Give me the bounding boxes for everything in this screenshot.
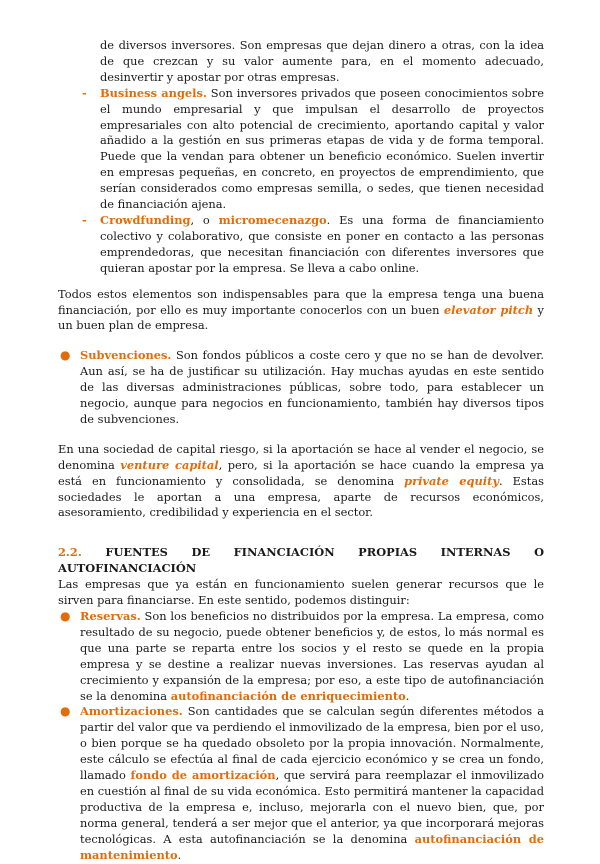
dash-marker: - bbox=[82, 212, 87, 227]
term-business-angels: Business angels. bbox=[100, 85, 207, 100]
crowdfunding-text: . Es una forma de financiamiento colectivo y colaborativo, que consiste en poner en contacto a las personas emprendedoras, que necesitan financiación con diferentes inversores que quieran apostar por la empresa. Se lleva a cabo online. bbox=[100, 212, 544, 275]
document-page bbox=[58, 38, 544, 864]
term-fondo-amortizacion: fondo de amortización bbox=[130, 768, 276, 783]
list-item-crowdfunding bbox=[58, 213, 544, 277]
section-number: 2.2. bbox=[58, 545, 82, 560]
paragraph-venture-capital: En una sociedad de capital riesgo, si la aportación se hace al vender el negocio, se denomina venture capital, pero, si la aportación se hace cuando la empresa ya está en funcionamiento y consolidada, se denomina private equity. Estas sociedades le aportan a una empresa, aparte de recursos económicos, asesoramiento, credibilidad y experiencia en el sector. bbox=[58, 441, 544, 520]
term-private-equity: private equity bbox=[404, 473, 499, 488]
term-reservas: Reservas. bbox=[80, 609, 141, 623]
paragraph-capital-riesgo-cont: de diversos inversores. Son empresas que dejan dinero a otras, con la idea de que crezcan y su valor aumente para, en el momento adecuado, desinvertir y apostar por otras empresas. bbox=[100, 38, 544, 84]
bullet-marker: ● bbox=[60, 348, 71, 363]
list-item-reservas: ● Reservas. Son los beneficios no distribuidos por la empresa. La empresa, como resultado de su negocio, puede obtener beneficios y, de estos, lo más normal es que una parte se reparta entre los socios y el resto se quede en la propia empresa y se destine a realizar nuevas inversiones. Las reservas ayudan al crecimiento y expansión de la empresa; por eso, a este tipo de autofinanciación se la denomina autofinanciación de enriquecimiento. bbox=[60, 609, 544, 703]
business-angels-text: Son inversores privados que poseen conocimientos sobre el mundo empresarial y que impulsan el desarrollo de proyectos empresariales con alto potencial de crecimiento, aportando capital y valor añadido a la gestión en sus primeras etapas de vida y de forma temporal. Puede que la vendan para obtener un beneficio económico. Suelen invertir en empresas pequeñas, en concreto, en proyectos de emprendimiento, que serían considerados como empresas semilla, o sedes, que tienen necesidad de financiación ajena. bbox=[100, 85, 544, 212]
section-title-line2: AUTOFINANCIACIÓN bbox=[58, 561, 197, 576]
subvenciones-text: Son fondos públicos a coste cero y que no se han de devolver. Aun así, se ha de justificar su utilización. Hay muchas ayudas en este sentido de las diversas administraciones públicas, sobre todo, para establecer un negocio, aunque para negocios en funcionamiento, también hay diversos tipos de subvenciones. bbox=[80, 348, 544, 426]
dash-marker: - bbox=[82, 85, 87, 100]
term-venture-capital: venture capital bbox=[120, 457, 219, 472]
list-item-business-angels bbox=[58, 86, 544, 213]
bullet-marker: ● bbox=[60, 609, 71, 623]
term-subvenciones: Subvenciones. bbox=[80, 348, 172, 363]
crowdfunding-mid: , o bbox=[190, 212, 219, 227]
section-title-line1: FUENTES DE FINANCIACIÓN PROPIAS INTERNAS O bbox=[105, 545, 544, 560]
term-autofinanciacion-enriquecimiento: autofinanciación de enriquecimiento bbox=[170, 688, 406, 703]
term-crowdfunding: Crowdfunding bbox=[100, 212, 191, 227]
term-autofinanciacion-mantenimiento: autofinanciación de mantenimiento bbox=[80, 831, 544, 862]
paragraph-intro-autofinanciacion: Las empresas que ya están en funcionamiento suelen generar recursos que le sirven para financiarse. En este sentido, podemos distinguir: bbox=[58, 577, 544, 608]
list-item-subvenciones bbox=[58, 348, 544, 428]
section-heading bbox=[58, 545, 544, 561]
list-item-amortizaciones: ● Amortizaciones. Son cantidades que se calculan según diferentes métodos a partir del valor que va perdiendo el inmovilizado de la empresa, bien por el uso, o bien porque se ha quedado obsoleto por la propia innovación. Normalmente, este cálculo se efectúa al final de cada ejercicio económico y se crea un fondo, llamado fondo de amortización, que servirá para reemplazar el inmovilizado en cuestión al final de su vida económica. Esto permitirá mantener la capacidad productiva de la empresa e, incluso, mejorarla con el nuevo bien, que, por norma general, tenderá a ser mejor que el anterior, ya que incorporará mejoras tecnológicas. A esta autofinanciación se la denomina autofinanciación de mantenimiento. bbox=[60, 704, 544, 862]
term-amortizaciones: Amortizaciones. bbox=[80, 704, 183, 719]
term-micromecenazgo: micromecenazgo bbox=[218, 212, 327, 227]
term-elevator-pitch: elevator pitch bbox=[443, 302, 534, 317]
paragraph-elevator-pitch: Todos estos elementos son indispensables para que la empresa tenga una buena financiación, por ello es muy importante conocerlos con un buen elevator pitch y un buen plan de empresa. bbox=[58, 286, 544, 333]
bullet-marker: ● bbox=[60, 704, 71, 719]
